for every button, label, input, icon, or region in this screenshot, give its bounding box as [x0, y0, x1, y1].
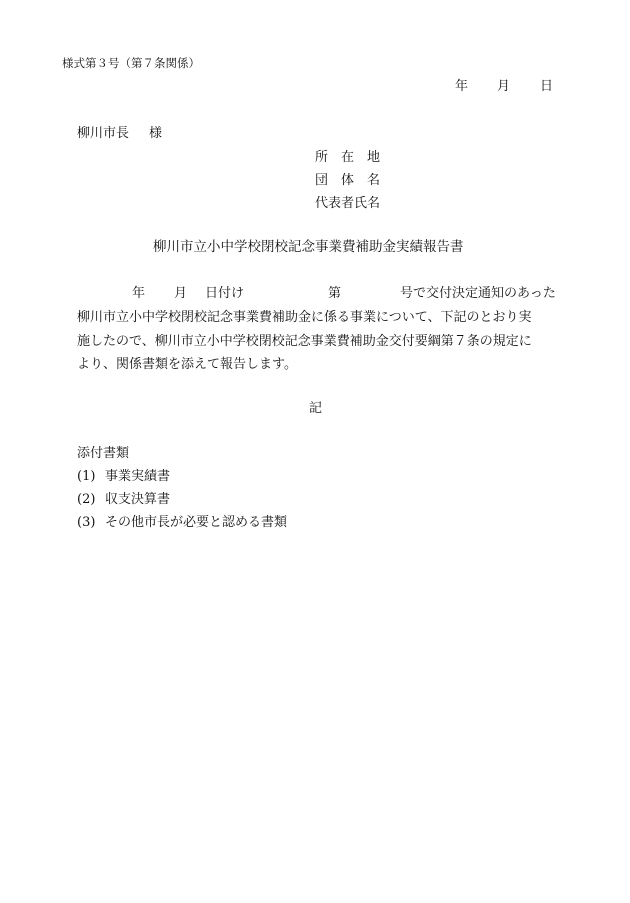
body-paragraph — [77, 306, 577, 377]
attachments-heading: 添付書類 — [77, 446, 130, 461]
ref-month: 月 — [174, 286, 188, 301]
ki-label: 記 — [309, 401, 323, 416]
field-representative: 代表者氏名 — [315, 196, 381, 211]
body-line: より、関係書類を添えて報告します。 — [77, 357, 297, 372]
addressee-honorific: 様 — [149, 126, 163, 141]
ref-day: 日付け — [205, 286, 245, 301]
field-organization: 団 体 名 — [315, 173, 381, 188]
attachment-number: (1) — [77, 469, 96, 484]
ref-year: 年 — [132, 286, 146, 301]
ref-no-prefix: 第 — [328, 286, 342, 301]
ref-no-suffix: 号で交付決定通知のあった — [400, 286, 556, 301]
body-line: 柳川市立小中学校閉校記念事業費補助金に係る事業について、下記のとおり実 — [77, 310, 532, 325]
form-number: 様式第３号（第７条関係） — [62, 56, 200, 70]
addressee — [77, 127, 162, 140]
attachment-number: (3) — [77, 515, 96, 530]
attachment-text: その他市長が必要と認める書類 — [105, 515, 288, 530]
date-year: 年 — [455, 79, 469, 94]
attachment-number: (2) — [77, 492, 96, 507]
attachment-text: 事業実績書 — [105, 469, 171, 484]
date-line — [455, 80, 565, 94]
field-address: 所 在 地 — [315, 150, 381, 165]
reference-line — [77, 287, 577, 301]
document-title: 柳川市立小中学校閉校記念事業費補助金実績報告書 — [153, 239, 464, 255]
body-line: 施したので、柳川市立小中学校閉校記念事業費補助金交付要綱第７条の規定に — [77, 333, 532, 349]
date-day: 日 — [540, 79, 554, 94]
attachment-item — [77, 470, 170, 483]
date-month: 月 — [497, 79, 511, 94]
addressee-name: 柳川市長 — [77, 126, 130, 141]
attachment-item — [77, 516, 287, 529]
attachment-text: 収支決算書 — [105, 492, 171, 507]
attachment-item — [77, 493, 170, 506]
